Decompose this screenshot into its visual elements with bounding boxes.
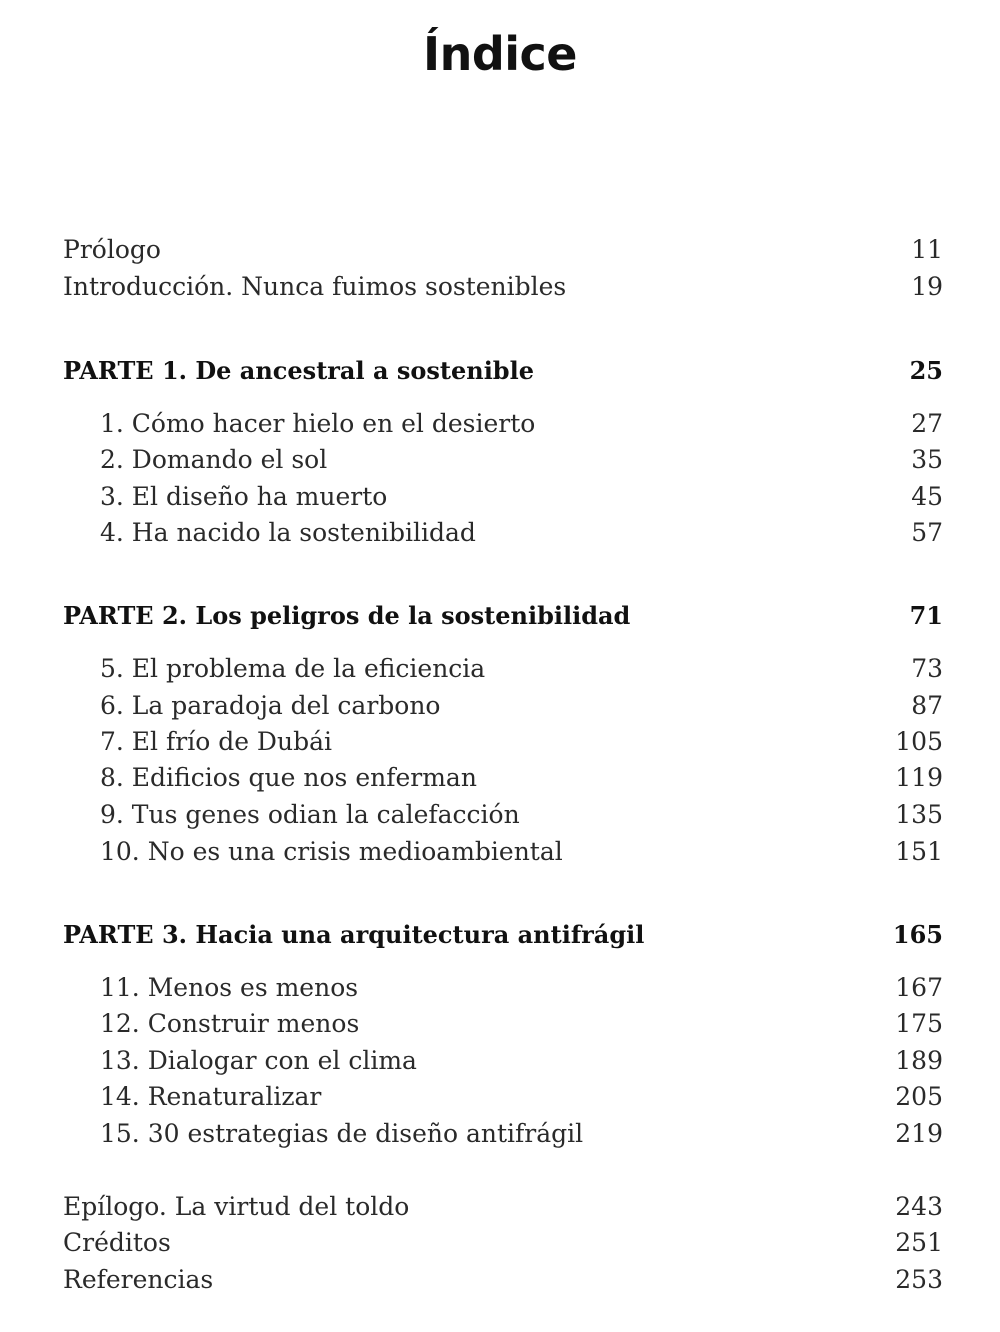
toc-part-page: 165 — [892, 920, 943, 949]
toc-entry-page: 19 — [911, 272, 943, 301]
toc-chapter-page: 167 — [895, 973, 943, 1002]
toc-chapter-page: 189 — [895, 1046, 943, 1075]
toc-chapter-label: 15. 30 estrategias de diseño antifrágil — [100, 1119, 584, 1148]
toc-chapter-page: 151 — [895, 837, 943, 866]
toc-part-2[interactable] — [63, 598, 943, 634]
toc-chapter-page: 27 — [911, 409, 943, 438]
toc-part-label: PARTE 1. De ancestral a sostenible — [63, 356, 534, 385]
toc-chapter-2[interactable] — [63, 442, 943, 478]
toc-chapter-page: 105 — [895, 727, 943, 756]
toc-part-page: 71 — [909, 601, 943, 630]
toc-chapter-11[interactable] — [63, 970, 943, 1006]
toc-chapter-5[interactable] — [63, 651, 943, 687]
toc-part-1[interactable] — [63, 353, 943, 389]
toc-chapter-15[interactable] — [63, 1116, 943, 1152]
toc-chapter-label: 9. Tus genes odian la calefacción — [100, 800, 520, 829]
toc-chapter-8[interactable] — [63, 760, 943, 796]
toc-chapter-9[interactable] — [63, 797, 943, 833]
toc-chapter-page: 175 — [895, 1009, 943, 1038]
toc-chapter-7[interactable] — [63, 724, 943, 760]
toc-chapter-label: 13. Dialogar con el clima — [100, 1046, 417, 1075]
toc-chapter-label: 3. El diseño ha muerto — [100, 482, 388, 511]
toc-part-label: PARTE 3. Hacia una arquitectura antifrágil — [63, 920, 645, 949]
toc-chapter-3[interactable] — [63, 479, 943, 515]
toc-entry-label: Epílogo. La virtud del toldo — [63, 1192, 410, 1221]
toc-chapter-14[interactable] — [63, 1079, 943, 1115]
toc-entry-referencias[interactable] — [63, 1262, 943, 1298]
toc-entry-page: 251 — [895, 1228, 943, 1257]
toc-part-page: 25 — [909, 356, 943, 385]
toc-chapter-page: 57 — [911, 518, 943, 547]
toc-entry-epilogo[interactable] — [63, 1189, 943, 1225]
toc-chapter-label: 10. No es una crisis medioambiental — [100, 837, 563, 866]
toc-chapter-page: 205 — [895, 1082, 943, 1111]
toc-chapter-page: 119 — [895, 763, 943, 792]
toc-chapter-6[interactable] — [63, 688, 943, 724]
toc-entry-label: Introducción. Nunca fuimos sostenibles — [63, 272, 567, 301]
toc-entry-page: 253 — [895, 1265, 943, 1294]
toc-entry-label: Créditos — [63, 1228, 171, 1257]
toc-chapter-page: 73 — [911, 654, 943, 683]
toc-chapter-4[interactable] — [63, 515, 943, 551]
toc-chapter-page: 87 — [911, 691, 943, 720]
toc-entry-creditos[interactable] — [63, 1225, 943, 1261]
page-title: Índice — [422, 27, 578, 81]
toc-chapter-page: 135 — [895, 800, 943, 829]
toc-part-3[interactable] — [63, 917, 943, 953]
toc-part-label: PARTE 2. Los peligros de la sostenibilidad — [63, 601, 631, 630]
toc-chapter-label: 7. El frío de Dubái — [100, 727, 332, 756]
toc-chapter-13[interactable] — [63, 1043, 943, 1079]
toc-chapter-page: 35 — [911, 445, 943, 474]
toc-chapter-label: 4. Ha nacido la sostenibilidad — [100, 518, 476, 547]
toc-chapter-label: 2. Domando el sol — [100, 445, 328, 474]
toc-chapter-10[interactable] — [63, 834, 943, 870]
toc-chapter-label: 11. Menos es menos — [100, 973, 359, 1002]
toc-chapter-page: 45 — [911, 482, 943, 511]
toc-entry-prologo[interactable] — [63, 232, 943, 268]
toc-chapter-1[interactable] — [63, 406, 943, 442]
toc-chapter-page: 219 — [895, 1119, 943, 1148]
toc-entry-label: Referencias — [63, 1265, 214, 1294]
toc-entry-introduccion[interactable] — [63, 269, 943, 305]
toc-chapter-label: 14. Renaturalizar — [100, 1082, 322, 1111]
toc-entry-label: Prólogo — [63, 235, 161, 264]
toc-chapter-label: 6. La paradoja del carbono — [100, 691, 441, 720]
toc-chapter-label: 12. Construir menos — [100, 1009, 360, 1038]
toc-entry-page: 11 — [911, 235, 943, 264]
toc-chapter-label: 1. Cómo hacer hielo en el desierto — [100, 409, 536, 438]
toc-entry-page: 243 — [895, 1192, 943, 1221]
toc-chapter-label: 5. El problema de la eficiencia — [100, 654, 486, 683]
toc-chapter-label: 8. Edificios que nos enferman — [100, 763, 477, 792]
toc-chapter-12[interactable] — [63, 1006, 943, 1042]
